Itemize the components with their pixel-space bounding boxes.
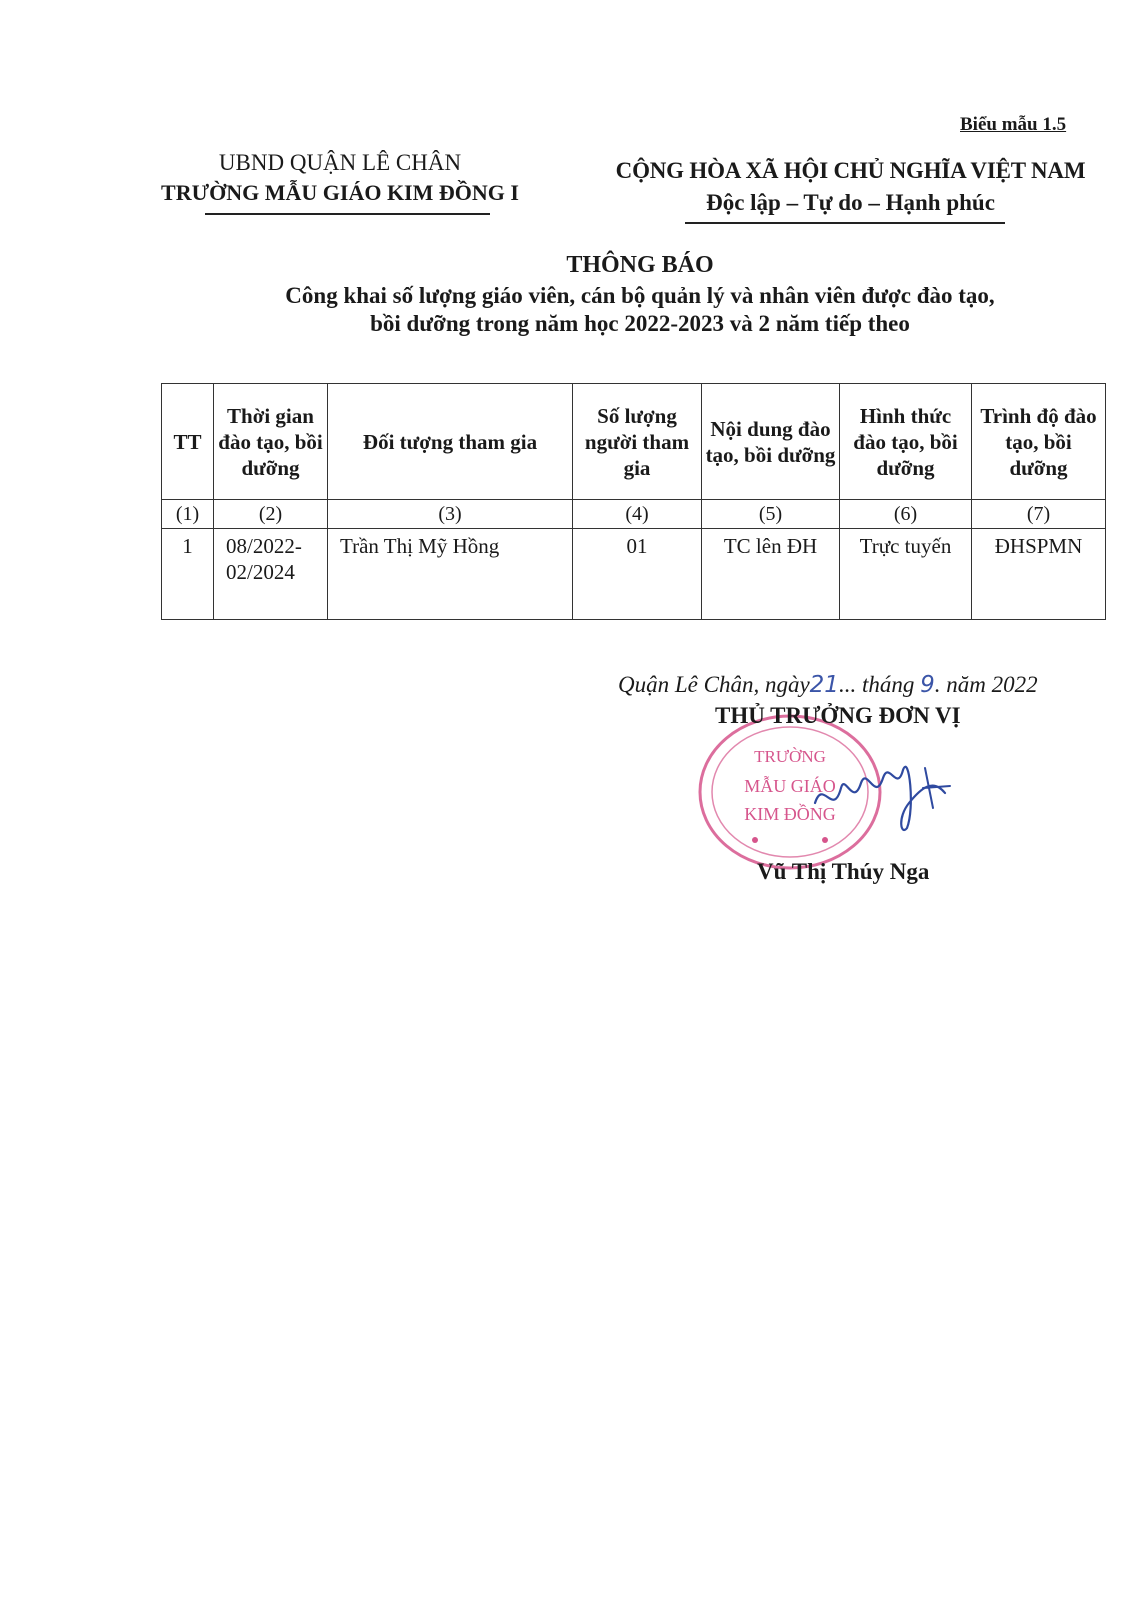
header-content: Nội dung đào tạo, bồi dưỡng [702, 384, 840, 500]
title-line3: bồi dưỡng trong năm học 2022-2023 và 2 năm tiếp theo [370, 311, 910, 336]
title-line1: THÔNG BÁO [566, 252, 714, 278]
date-month: 9 [920, 672, 935, 698]
cell-time-start: 08/2022- [226, 534, 302, 558]
agency-line2: TRƯỜNG MẪU GIÁO KIM ĐỒNG I [161, 180, 519, 205]
signer-name: Vũ Thị Thúy Nga [757, 859, 930, 884]
header-time: Thời gian đào tạo, bồi dưỡng [214, 384, 328, 500]
place-date [618, 672, 1038, 698]
header-participant: Đối tượng tham gia [328, 384, 573, 500]
cell-participant: Trần Thị Mỹ Hồng [328, 529, 573, 620]
col-number: (3) [328, 500, 573, 529]
col-number: (5) [702, 500, 840, 529]
agency-line1: UBND QUẬN LÊ CHÂN [218, 150, 462, 175]
col-number: (7) [972, 500, 1106, 529]
date-suffix: . năm 2022 [934, 672, 1038, 697]
date-mid: ... tháng [838, 672, 915, 697]
table-number-row [162, 500, 1106, 529]
motto-line1: CỘNG HÒA XÃ HỘI CHỦ NGHĨA VIỆT NAM [615, 158, 1086, 183]
col-number: (1) [162, 500, 214, 529]
motto-line2: Độc lập – Tự do – Hạnh phúc [706, 190, 995, 215]
cell-level: ĐHSPMN [972, 529, 1106, 620]
date-prefix: Quận Lê Chân, ngày [618, 672, 810, 697]
cell-tt: 1 [162, 529, 214, 620]
training-table [161, 383, 1106, 620]
title-line2: Công khai số lượng giáo viên, cán bộ quản lý và nhân viên được đào tạo, [285, 283, 995, 308]
document-title [160, 252, 1120, 337]
table-header-row [162, 384, 1106, 500]
header-level: Trình độ đào tạo, bồi dưỡng [972, 384, 1106, 500]
cell-count: 01 [573, 529, 702, 620]
cell-form: Trực tuyến [840, 529, 972, 620]
col-number: (4) [573, 500, 702, 529]
header-count: Số lượng người tham gia [573, 384, 702, 500]
cell-content: TC lên ĐH [702, 529, 840, 620]
stamp-line1: TRƯỜNG [754, 747, 826, 766]
table-row [162, 529, 1106, 620]
motto-underline [685, 222, 1005, 224]
stamp-line2: MẪU GIÁO [744, 776, 836, 796]
header-tt: TT [162, 384, 214, 500]
handwritten-signature [805, 748, 955, 838]
national-motto [588, 158, 1113, 216]
col-number: (6) [840, 500, 972, 529]
cell-time-end: 02/2024 [226, 560, 295, 584]
stamp-line3: KIM ĐỒNG [744, 804, 836, 824]
col-number: (2) [214, 500, 328, 529]
agency-underline [205, 213, 490, 215]
header-form: Hình thức đào tạo, bồi dưỡng [840, 384, 972, 500]
issuing-agency [130, 150, 550, 206]
head-of-unit: THỦ TRƯỞNG ĐƠN VỊ [715, 703, 961, 728]
form-label: Biểu mẫu 1.5 [960, 114, 1067, 135]
date-day: 21 [809, 672, 839, 698]
cell-time [214, 529, 328, 620]
